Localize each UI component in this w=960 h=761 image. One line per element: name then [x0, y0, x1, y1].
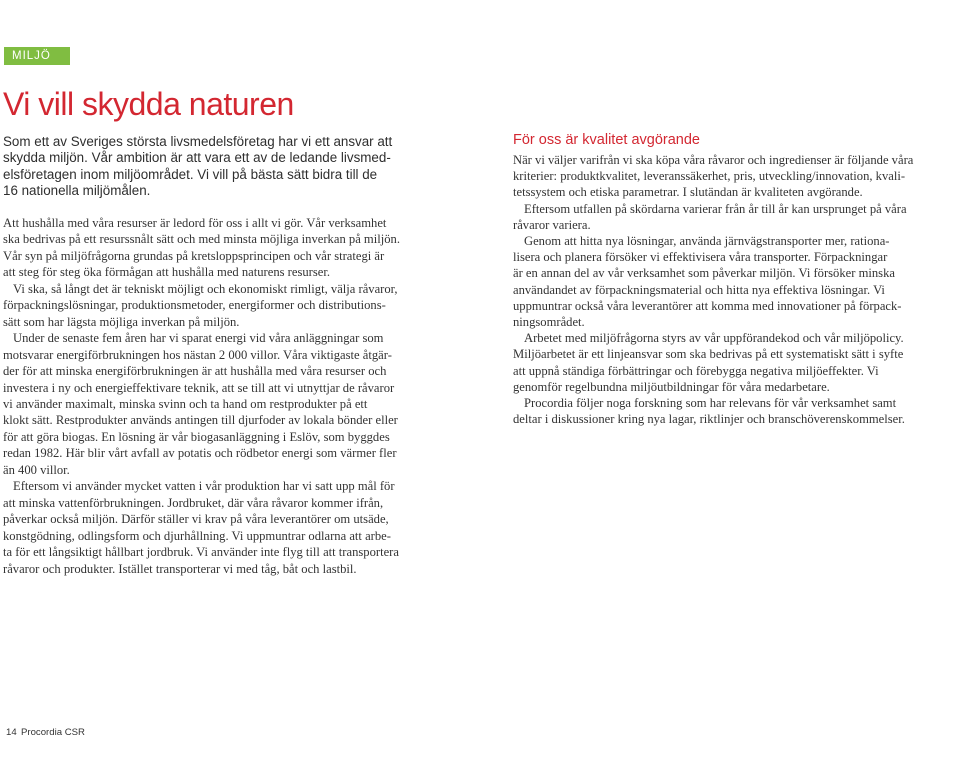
paragraph: [513, 233, 953, 330]
body-line: kriterier: produktkvalitet, leveranssäkerhet, pris, utveckling/innovation, kvali-: [513, 169, 906, 184]
body-line: Vi ska, så långt det är tekniskt möjligt och ekonomiskt rimligt, välja råvaror,: [13, 281, 398, 296]
left-column-body: [3, 215, 463, 577]
body-line: motsvarar energiförbrukningen hos nästan 2 000 villor. Våra viktigaste åtgär-: [3, 347, 392, 362]
body-line: att steg för steg öka förmågan att hushålla med naturens resurser.: [3, 265, 330, 280]
body-line: råvaror och produkter. Istället transporterar vi med tåg, båt och lastbil.: [3, 561, 357, 576]
section-badge: MILJÖ: [4, 47, 70, 65]
body-line: är en annan del av vår verksamhet som påverkar miljön. Vi försöker minska: [513, 266, 895, 281]
body-line: redan 1982. Här blir vårt avfall av potatis och rödbetor energi som värmer fler: [3, 446, 397, 461]
body-line: Procordia följer noga forskning som har relevans för vår verksamhet samt: [524, 396, 897, 411]
body-line: sätt som har lägsta möjliga inverkan på miljön.: [3, 314, 240, 329]
page-footer: [6, 727, 85, 739]
page-title: Vi vill skydda naturen: [3, 86, 294, 122]
body-line: Miljöarbetet är ett linjeansvar som ska bedrivas på ett systematiskt sätt i syfte: [513, 347, 904, 362]
body-line: tetssystem och etiska parametrar. I slutändan är kvaliteten avgörande.: [513, 185, 863, 200]
body-line: att uppnå ständiga förbättringar och förebygga negativa miljöeffekter. Vi: [513, 363, 879, 378]
body-line: När vi väljer varifrån vi ska köpa våra råvaror och ingredienser är följande våra: [513, 153, 914, 167]
body-line: genomför regelbundna miljöutbildningar för våra medarbetare.: [513, 379, 830, 394]
body-line: klokt sätt. Restprodukter används antingen till djurfoder av lokala bönder eller: [3, 413, 398, 428]
body-line: råvaror variera.: [513, 217, 591, 232]
paragraph: [513, 330, 953, 395]
paragraph: [513, 395, 953, 427]
paragraph: [3, 281, 463, 330]
paragraph: [3, 215, 463, 281]
body-line: lisera och planera försöker vi effektivisera våra transporter. Förpackningar: [513, 250, 888, 265]
body-line: än 400 villor.: [3, 462, 70, 477]
intro-line: elsföretagen inom miljöområdet. Vi vill på bästa sätt bidra till de: [3, 166, 378, 182]
page-number: 14: [6, 727, 17, 738]
body-line: påverkar också miljön. Därför ställer vi krav på våra leverantörer om utsäde,: [3, 512, 389, 527]
body-line: Vår syn på miljöfrågorna grundas på kretsloppsprincipen och vår strategi är: [3, 248, 385, 263]
body-line: der för att minska energiförbrukningen är att hushålla med våra resurser och: [3, 364, 387, 379]
body-line: Eftersom vi använder mycket vatten i vår produktion har vi satt upp mål för: [13, 479, 395, 494]
intro-line: skydda miljön. Vår ambition är att vara ett av de ledande livsmed-: [3, 150, 391, 166]
right-column-body: [513, 152, 953, 427]
paragraph: [3, 330, 463, 478]
paragraph: [3, 478, 463, 577]
body-line: för att göra biogas. En lösning är vår biogasanläggning i Eslöv, som byggdes: [3, 429, 390, 444]
intro-line: Som ett av Sveriges största livsmedelsföretag har vi ett ansvar att: [3, 134, 393, 149]
body-line: Eftersom utfallen på skördarna varierar från år till år kan ursprunget på våra: [524, 201, 907, 216]
body-line: uppmuntrar också våra leverantörer att komma med innovationer på förpack-: [513, 298, 902, 313]
section-heading: För oss är kvalitet avgörande: [513, 132, 700, 148]
publication-name: Procordia CSR: [21, 727, 85, 738]
paragraph: [513, 152, 953, 201]
body-line: ningsområdet.: [513, 315, 585, 330]
body-line: investera i ny och energieffektivare teknik, att se till att vi utnyttjar de råvaror: [3, 380, 395, 395]
body-line: Arbetet med miljöfrågorna styrs av vår uppförandekod och vår miljöpolicy.: [524, 331, 904, 346]
intro-paragraph: [3, 134, 392, 200]
body-line: Genom att hitta nya lösningar, använda järnvägstransporter mer, rationa-: [524, 234, 890, 249]
body-line: deltar i diskussioner kring nya lagar, riktlinjer och branschöverenskommelser.: [513, 412, 905, 427]
paragraph: [513, 201, 953, 233]
body-line: Under de senaste fem åren har vi sparat energi vid våra anläggningar som: [13, 331, 384, 346]
body-line: ska bedrivas på ett resurssnålt sätt och med minsta möjliga inverkan på miljön.: [3, 232, 400, 247]
body-line: förpackningslösningar, produktionsmetoder, energiformer och distributions-: [3, 298, 386, 313]
body-line: användandet av förpackningsmaterial och hitta nya effektiva lösningar. Vi: [513, 282, 885, 297]
body-line: konstgödning, odlingsform och djurhållning. Vi uppmuntrar odlarna att arbe-: [3, 528, 391, 543]
body-line: ta för ett långsiktigt hållbart jordbruk. Vi använder inte flyg till att transportera: [3, 545, 399, 560]
body-line: vi använder maximalt, minska svinn och ta hand om restprodukter på ett: [3, 396, 368, 411]
body-line: att minska vattenförbrukningen. Jordbruket, där våra råvaror kommer ifrån,: [3, 495, 384, 510]
intro-line: 16 nationella miljömålen.: [3, 183, 151, 199]
body-line: Att hushålla med våra resurser är ledord för oss i allt vi gör. Vår verksamhet: [3, 216, 387, 230]
